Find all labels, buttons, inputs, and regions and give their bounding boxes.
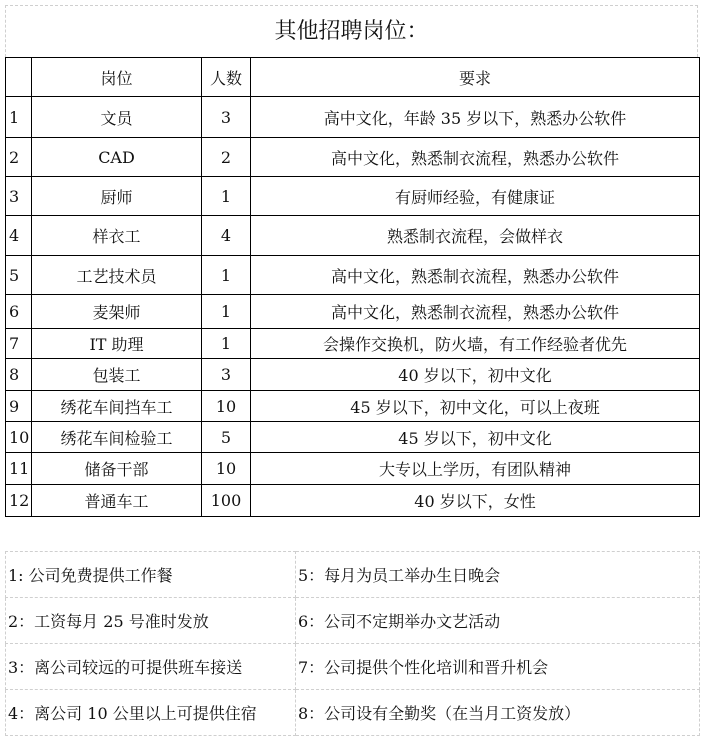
benefit-row [6, 644, 700, 690]
row-requirement: 大专以上学历，有团队精神 [251, 453, 700, 485]
header-number [6, 58, 32, 97]
benefit-item: 4：离公司 10 公里以上可提供住宿 [6, 690, 296, 736]
benefit-item: 1: 公司免费提供工作餐 [6, 552, 296, 598]
row-number: 5 [6, 256, 32, 295]
table-row [6, 359, 700, 391]
header-count: 人数 [202, 58, 251, 97]
table-row [6, 177, 700, 216]
row-count: 1 [202, 329, 251, 359]
positions-table [5, 57, 700, 517]
row-position: 文员 [32, 97, 202, 138]
row-number: 2 [6, 138, 32, 177]
header-position: 岗位 [32, 58, 202, 97]
row-requirement: 有厨师经验，有健康证 [251, 177, 700, 216]
row-number: 3 [6, 177, 32, 216]
row-number: 8 [6, 359, 32, 391]
row-count: 1 [202, 295, 251, 329]
benefit-item: 3：离公司较远的可提供班车接送 [6, 644, 296, 690]
benefit-item: 6：公司不定期举办文艺活动 [296, 598, 700, 644]
row-position: 绣花车间检验工 [32, 422, 202, 453]
table-row [6, 485, 700, 517]
table-row [6, 138, 700, 177]
row-position: IT 助理 [32, 329, 202, 359]
row-requirement: 45 岁以下，初中文化 [251, 422, 700, 453]
benefit-row [6, 690, 700, 736]
row-count: 10 [202, 453, 251, 485]
row-number: 11 [6, 453, 32, 485]
row-number: 7 [6, 329, 32, 359]
benefit-item: 8：公司设有全勤奖（在当月工资发放） [296, 690, 700, 736]
benefit-row [6, 552, 700, 598]
benefit-item: 2：工资每月 25 号准时发放 [6, 598, 296, 644]
table-row [6, 453, 700, 485]
row-number: 12 [6, 485, 32, 517]
row-number: 10 [6, 422, 32, 453]
row-number: 9 [6, 391, 32, 422]
row-position: CAD [32, 138, 202, 177]
table-header-row [6, 58, 700, 97]
row-requirement: 高中文化，年龄 35 岁以下，熟悉办公软件 [251, 97, 700, 138]
table-row [6, 422, 700, 453]
row-requirement: 40 岁以下，女性 [251, 485, 700, 517]
row-requirement: 40 岁以下，初中文化 [251, 359, 700, 391]
table-row [6, 256, 700, 295]
row-number: 6 [6, 295, 32, 329]
row-position: 绣花车间挡车工 [32, 391, 202, 422]
row-position: 麦架师 [32, 295, 202, 329]
benefit-item: 5：每月为员工举办生日晚会 [296, 552, 700, 598]
row-position: 储备干部 [32, 453, 202, 485]
row-position: 包装工 [32, 359, 202, 391]
row-requirement: 熟悉制衣流程，会做样衣 [251, 216, 700, 256]
row-count: 1 [202, 177, 251, 216]
row-number: 4 [6, 216, 32, 256]
row-count: 100 [202, 485, 251, 517]
row-requirement: 高中文化，熟悉制衣流程，熟悉办公软件 [251, 256, 700, 295]
row-requirement: 高中文化，熟悉制衣流程，熟悉办公软件 [251, 138, 700, 177]
row-position: 厨师 [32, 177, 202, 216]
benefit-item: 7：公司提供个性化培训和晋升机会 [296, 644, 700, 690]
row-number: 1 [6, 97, 32, 138]
table-row [6, 391, 700, 422]
benefit-row [6, 598, 700, 644]
page-title: 其他招聘岗位： [5, 5, 698, 57]
row-count: 10 [202, 391, 251, 422]
row-count: 4 [202, 216, 251, 256]
row-requirement: 会操作交换机，防火墙，有工作经验者优先 [251, 329, 700, 359]
row-count: 2 [202, 138, 251, 177]
header-requirement: 要求 [251, 58, 700, 97]
row-position: 样衣工 [32, 216, 202, 256]
row-requirement: 45 岁以下，初中文化，可以上夜班 [251, 391, 700, 422]
table-row [6, 216, 700, 256]
table-row [6, 97, 700, 138]
row-count: 3 [202, 359, 251, 391]
row-count: 5 [202, 422, 251, 453]
table-row [6, 329, 700, 359]
benefits-table [5, 551, 700, 736]
row-position: 工艺技术员 [32, 256, 202, 295]
row-count: 3 [202, 97, 251, 138]
row-position: 普通车工 [32, 485, 202, 517]
table-row [6, 295, 700, 329]
row-count: 1 [202, 256, 251, 295]
row-requirement: 高中文化，熟悉制衣流程，熟悉办公软件 [251, 295, 700, 329]
